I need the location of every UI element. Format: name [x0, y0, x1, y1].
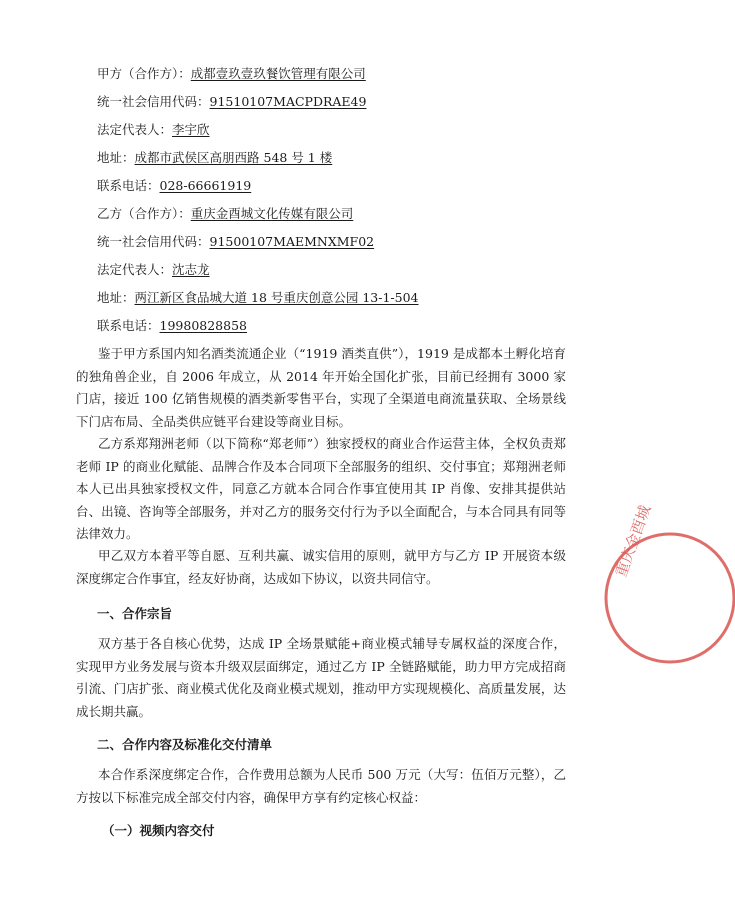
- section-1-body: 双方基于各自核心优势，达成 IP 全场景赋能+商业模式辅导专属权益的深度合作，实现甲方业务发展与资本升级双层面绑定，通过乙方 IP 全链路赋能，助力甲方完成招商引流、门店扩张、商业模式优化及商业模式规划，推动甲方实现规模化、高质量发展，达成长期共赢。: [76, 636, 566, 719]
- party-a-address: 成都市武侯区高朋西路 548 号 1 楼: [134, 150, 333, 165]
- company-seal-icon: [605, 502, 735, 698]
- party-b-credit-code: 91500107MAEMNXMF02: [209, 234, 375, 249]
- party-b-rep-label: 法定代表人：: [97, 262, 173, 277]
- party-a-credit-label: 统一社会信用代码：: [97, 94, 210, 109]
- party-b-address-row: [97, 290, 419, 306]
- party-b-label: 乙方（合作方）：: [97, 206, 191, 221]
- party-b-phone: 19980828858: [159, 318, 247, 333]
- section-2-body: 本合作系深度绑定合作，合作费用总额为人民币 500 万元（大写：伍佰万元整），乙方按以下标准完成全部交付内容，确保甲方享有约定核心权益：: [76, 767, 566, 805]
- section-1-heading: 一、合作宗旨: [97, 606, 173, 621]
- party-a-rep: 李宇欣: [172, 122, 210, 137]
- party-a-rep-row: [97, 122, 210, 138]
- party-a-phone: 028-66661919: [159, 178, 252, 193]
- party-b-rep-row: [97, 262, 210, 278]
- party-a-name: 成都壹玖壹玖餐饮管理有限公司: [190, 66, 366, 81]
- party-b-phone-row: [97, 318, 247, 334]
- party-a-phone-row: [97, 178, 251, 194]
- party-a-phone-label: 联系电话：: [97, 178, 160, 193]
- party-a-address-row: [97, 150, 332, 166]
- party-b-address-label: 地址：: [97, 290, 135, 305]
- party-b-credit-row: [97, 234, 374, 250]
- svg-text:重庆金酉城: 重庆金酉城: [611, 502, 655, 580]
- party-b-name: 重庆金酉城文化传媒有限公司: [190, 206, 354, 221]
- party-a-label: 甲方（合作方）：: [97, 66, 191, 81]
- party-b-credit-label: 统一社会信用代码：: [97, 234, 210, 249]
- party-b-phone-label: 联系电话：: [97, 318, 160, 333]
- party-a-rep-label: 法定代表人：: [97, 122, 173, 137]
- party-b-address: 两江新区食品城大道 18 号重庆创意公园 13-1-504: [134, 290, 419, 305]
- party-a-credit-row: [97, 94, 366, 110]
- section-2-sub-heading: （一）视频内容交付: [102, 823, 215, 838]
- party-a-address-label: 地址：: [97, 150, 135, 165]
- party-a-credit-code: 91510107MACPDRAE49: [209, 94, 367, 109]
- intro-paragraph-1: 鉴于甲方系国内知名酒类流通企业（“1919 酒类直供”），1919 是成都本土孵化培育的独角兽企业，自 2006 年成立，从 2014 年开始全国化扩张，目前已经拥有 3000 家门店，接近 100 亿销售规模的酒类新零售平台，实现了全渠道电商流量获取、全场景线下门店布局、全品类供应链平台建设等商业目标。: [76, 346, 566, 429]
- section-2-heading: 二、合作内容及标准化交付清单: [97, 737, 273, 752]
- party-b-rep: 沈志龙: [172, 262, 210, 277]
- party-b-row: [97, 206, 353, 222]
- party-a-row: [97, 66, 366, 82]
- intro-paragraph-3: 甲乙双方本着平等自愿、互利共赢、诚实信用的原则，就甲方与乙方 IP 开展资本级深度绑定合作事宜，经友好协商，达成如下协议，以资共同信守。: [76, 548, 566, 586]
- intro-paragraph-2: 乙方系郑翔洲老师（以下简称“郑老师”）独家授权的商业合作运营主体，全权负责郑老师 IP 的商业化赋能、品牌合作及本合同项下全部服务的组织、交付事宜；郑翔洲老师本人已出具独家授权文件，同意乙方就本合同合作事宜使用其 IP 肖像、安排其提供站台、出镜、咨询等全部服务，并对乙方的服务交付行为予以全面配合，与本合同具有同等法律效力。: [76, 436, 566, 542]
